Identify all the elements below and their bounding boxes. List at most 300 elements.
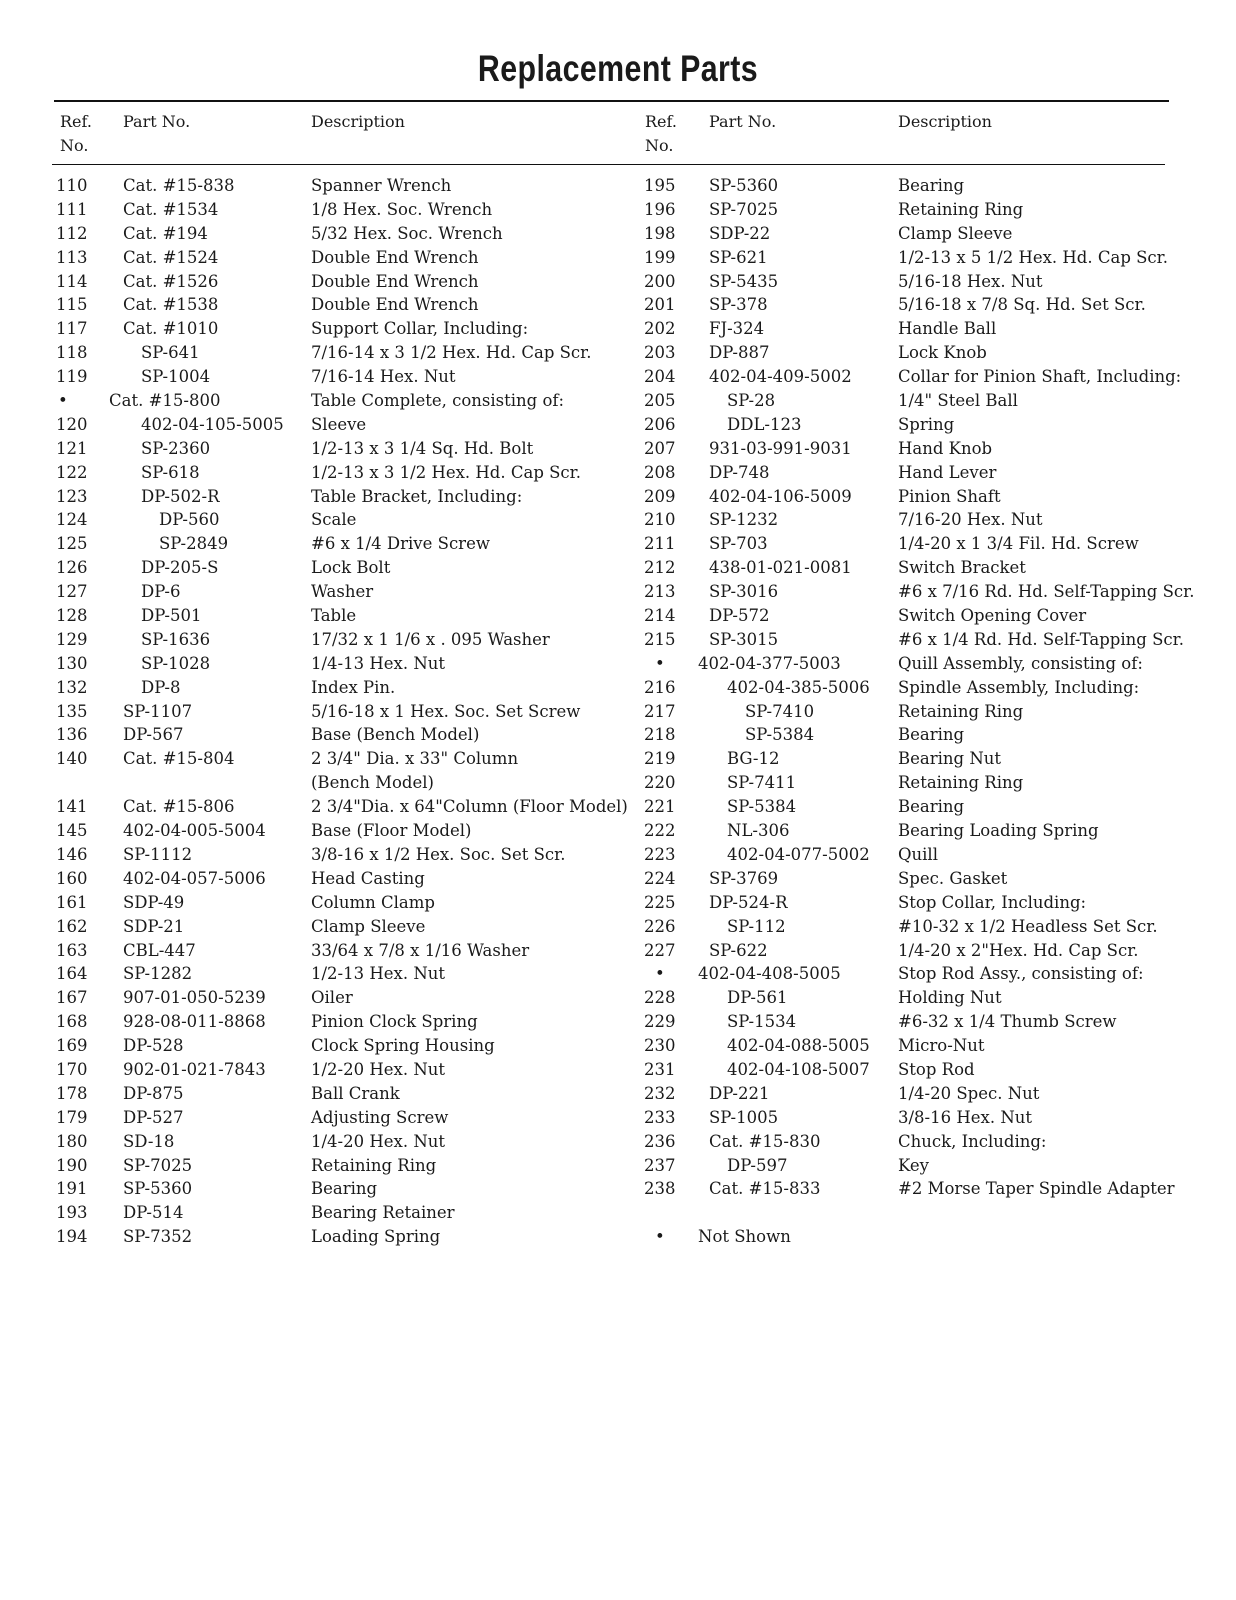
part-description: 7/16-20 Hex. Nut [898, 510, 1043, 530]
part-number: 902-01-021-7843 [123, 1059, 266, 1079]
part-number: Cat. #15-833 [709, 1179, 821, 1199]
ref-number: 219 [644, 749, 676, 769]
parts-row [644, 986, 1204, 1010]
part-description: #10-32 x 1/2 Headless Set Scr. [898, 916, 1158, 936]
ref-number: 112 [56, 223, 88, 243]
part-description: 2 3/4"Dia. x 64"Column (Floor Model) [311, 797, 628, 817]
ref-number: 200 [644, 271, 676, 291]
part-number: 402-04-409-5002 [709, 367, 852, 387]
part-number: DP-524-R [709, 892, 788, 912]
ref-number: 146 [56, 844, 88, 864]
ref-number: 123 [56, 486, 88, 506]
part-description: Collar for Pinion Shaft, Including: [898, 367, 1182, 387]
part-description: Scale [311, 510, 357, 530]
ref-number: 121 [56, 438, 88, 458]
part-description: Bearing [898, 176, 965, 195]
parts-row [56, 580, 641, 604]
parts-row [56, 365, 641, 389]
part-number: Cat. #15-838 [123, 176, 235, 195]
part-description: Sleeve [311, 414, 367, 434]
part-description: Switch Bracket [898, 558, 1026, 578]
part-description: #2 Morse Taper Spindle Adapter [898, 1179, 1175, 1199]
part-number: SP-2849 [159, 534, 229, 554]
parts-row [644, 1082, 1204, 1106]
part-number: SP-618 [141, 462, 200, 482]
part-number: SP-3015 [709, 629, 779, 649]
part-number: SP-7411 [727, 773, 797, 793]
part-description: 7/16-14 Hex. Nut [311, 367, 456, 387]
parts-row [56, 819, 641, 843]
parts-row [644, 293, 1204, 317]
part-description: Lock Knob [898, 343, 987, 363]
parts-row [644, 771, 1204, 795]
ref-number: 113 [56, 247, 88, 267]
ref-number: 202 [644, 319, 676, 339]
part-number: DP-205-S [141, 558, 219, 578]
part-description: Retaining Ring [898, 199, 1024, 219]
parts-row [644, 1106, 1204, 1130]
part-description: Spec. Gasket [898, 868, 1008, 888]
parts-row [644, 962, 1204, 986]
part-number: SP-1636 [141, 629, 211, 649]
ref-number: 206 [644, 414, 676, 434]
parts-row [644, 270, 1204, 294]
parts-row [56, 986, 641, 1010]
header-rule [52, 164, 1165, 165]
part-description: Table Complete, consisting of: [311, 391, 565, 411]
part-description: Pinion Clock Spring [311, 1012, 478, 1032]
part-description: #6-32 x 1/4 Thumb Screw [898, 1012, 1117, 1032]
parts-row [56, 461, 641, 485]
header-ref-label: Ref. [60, 112, 92, 131]
part-description: 2 3/4" Dia. x 33" Column [311, 749, 519, 769]
ref-number: 213 [644, 582, 676, 602]
part-number: Cat. #1538 [123, 295, 219, 315]
part-description: Quill Assembly, consisting of: [898, 653, 1143, 673]
part-number: 402-04-408-5005 [698, 964, 841, 984]
part-description: Stop Collar, Including: [898, 892, 1087, 912]
part-number: SP-621 [709, 247, 768, 267]
ref-number: 179 [56, 1107, 88, 1127]
parts-row [56, 1177, 641, 1201]
part-description: Index Pin. [311, 677, 396, 697]
parts-row [644, 747, 1204, 771]
ref-number: 217 [644, 701, 676, 721]
part-number: SP-622 [709, 940, 768, 960]
part-description: 1/2-13 x 3 1/2 Hex. Hd. Cap Scr. [311, 462, 581, 482]
part-number: SDP-21 [123, 916, 185, 936]
parts-row [56, 532, 641, 556]
part-number: SP-5384 [745, 725, 815, 745]
parts-row [56, 222, 641, 246]
part-number: SP-1107 [123, 701, 193, 721]
ref-number: 199 [644, 247, 676, 267]
ref-number: 221 [644, 797, 676, 817]
ref-number: 115 [56, 295, 88, 315]
parts-row [56, 1106, 641, 1130]
parts-row [644, 174, 1204, 198]
parts-row [644, 1201, 1204, 1225]
ref-number: 230 [644, 1036, 676, 1056]
part-description: (Bench Model) [311, 773, 434, 793]
part-description: Clamp Sleeve [311, 916, 426, 936]
part-number: Cat. #15-806 [123, 797, 235, 817]
parts-row [644, 700, 1204, 724]
part-description: 1/4" Steel Ball [898, 391, 1018, 411]
part-number: DP-560 [159, 510, 220, 530]
part-number: SP-28 [727, 391, 776, 411]
part-number: SP-7025 [123, 1155, 193, 1175]
part-description: 33/64 x 7/8 x 1/16 Washer [311, 940, 530, 960]
part-description: 1/2-20 Hex. Nut [311, 1059, 446, 1079]
parts-row [56, 867, 641, 891]
part-number: SP-1028 [141, 653, 211, 673]
part-number: 931-03-991-9031 [709, 438, 852, 458]
part-description: 1/4-20 Hex. Nut [311, 1131, 446, 1151]
part-description: Bearing [898, 797, 965, 817]
ref-number: 160 [56, 868, 88, 888]
part-number: DDL-123 [727, 414, 802, 434]
part-description: Key [898, 1155, 929, 1175]
ref-number: 210 [644, 510, 676, 530]
part-number: FJ-324 [709, 319, 765, 339]
parts-row [56, 1010, 641, 1034]
header-ref-label: Ref. [645, 112, 677, 131]
part-number: 402-04-088-5005 [727, 1036, 870, 1056]
ref-number: 208 [644, 462, 676, 482]
ref-number: 135 [56, 701, 88, 721]
part-number: SP-5360 [123, 1179, 193, 1199]
parts-row [644, 723, 1204, 747]
part-description: 3/8-16 x 1/2 Hex. Soc. Set Scr. [311, 844, 566, 864]
ref-number: 162 [56, 916, 88, 936]
header-part-right: Part No. [709, 112, 777, 131]
parts-row [56, 915, 641, 939]
part-number: SP-7352 [123, 1227, 193, 1247]
part-number: DP-875 [123, 1083, 184, 1103]
parts-list-right [644, 174, 1204, 1249]
ref-number: 110 [56, 176, 88, 195]
ref-number: 201 [644, 295, 676, 315]
part-description: Spring [898, 414, 955, 434]
part-number: DP-502-R [141, 486, 220, 506]
part-description: #6 x 7/16 Rd. Hd. Self-Tapping Scr. [898, 582, 1195, 602]
part-number: DP-8 [141, 677, 181, 697]
ref-number: 229 [644, 1012, 676, 1032]
ref-number: 129 [56, 629, 88, 649]
part-description: Double End Wrench [311, 271, 479, 291]
parts-row [644, 604, 1204, 628]
parts-row [56, 604, 641, 628]
parts-row [56, 939, 641, 963]
parts-row [644, 413, 1204, 437]
ref-number: 215 [644, 629, 676, 649]
parts-row [56, 723, 641, 747]
part-description: Bearing Retainer [311, 1203, 455, 1223]
header-no-label: No. [60, 136, 89, 155]
parts-row [56, 198, 641, 222]
ref-number: 225 [644, 892, 676, 912]
parts-row [56, 652, 641, 676]
ref-number: 126 [56, 558, 88, 578]
part-description: 5/32 Hex. Soc. Wrench [311, 223, 503, 243]
parts-row [644, 341, 1204, 365]
ref-number: 168 [56, 1012, 88, 1032]
parts-row [644, 1130, 1204, 1154]
part-number: SP-2360 [141, 438, 211, 458]
part-number: DP-572 [709, 606, 770, 626]
ref-number: 145 [56, 821, 88, 841]
part-description: Lock Bolt [311, 558, 391, 578]
part-number: SDP-49 [123, 892, 185, 912]
ref-number: 190 [56, 1155, 88, 1175]
part-description: Table Bracket, Including: [311, 486, 523, 506]
parts-row [56, 962, 641, 986]
parts-row [644, 1034, 1204, 1058]
header-ref-left [60, 110, 92, 158]
part-description: Ball Crank [311, 1083, 400, 1103]
part-description: Spindle Assembly, Including: [898, 677, 1140, 697]
part-description: Support Collar, Including: [311, 319, 529, 339]
part-description: 1/4-20 Spec. Nut [898, 1083, 1040, 1103]
part-description: 5/16-18 x 1 Hex. Soc. Set Screw [311, 701, 581, 721]
part-number: SP-5360 [709, 176, 779, 195]
ref-number: 209 [644, 486, 676, 506]
part-description: Stop Rod Assy., consisting of: [898, 964, 1144, 984]
part-description: Bearing Loading Spring [898, 821, 1099, 841]
part-number: SP-112 [727, 916, 786, 936]
part-description: #6 x 1/4 Rd. Hd. Self-Tapping Scr. [898, 629, 1184, 649]
part-description: Handle Ball [898, 319, 997, 339]
parts-row [644, 652, 1204, 676]
ref-number: 227 [644, 940, 676, 960]
ref-number: 180 [56, 1131, 88, 1151]
parts-row [644, 556, 1204, 580]
part-number: SP-1005 [709, 1107, 779, 1127]
parts-row [56, 1058, 641, 1082]
ref-number: 120 [56, 414, 88, 434]
ref-number: 124 [56, 510, 88, 530]
ref-number: 222 [644, 821, 676, 841]
part-description: #6 x 1/4 Drive Screw [311, 534, 490, 554]
header-part-left: Part No. [123, 112, 191, 131]
part-description: Adjusting Screw [311, 1107, 449, 1127]
parts-row [56, 700, 641, 724]
ref-number: 214 [644, 606, 676, 626]
part-description: Double End Wrench [311, 295, 479, 315]
ref-number: 132 [56, 677, 88, 697]
ref-number: 141 [56, 797, 88, 817]
parts-row [56, 676, 641, 700]
ref-number: 212 [644, 558, 676, 578]
parts-row [644, 532, 1204, 556]
parts-row [644, 819, 1204, 843]
ref-number: 236 [644, 1131, 676, 1151]
part-description: 5/16-18 x 7/8 Sq. Hd. Set Scr. [898, 295, 1146, 315]
parts-row [56, 556, 641, 580]
part-number: SP-1282 [123, 964, 193, 984]
parts-row [644, 437, 1204, 461]
part-number: Not Shown [698, 1227, 791, 1247]
ref-number: 167 [56, 988, 88, 1008]
parts-row [644, 485, 1204, 509]
part-description: Table [311, 606, 357, 626]
ref-number: 238 [644, 1179, 676, 1199]
part-number: SP-703 [709, 534, 768, 554]
parts-row [644, 389, 1204, 413]
parts-row [644, 628, 1204, 652]
part-number: 907-01-050-5239 [123, 988, 266, 1008]
ref-number: 237 [644, 1155, 676, 1175]
ref-number: 191 [56, 1179, 88, 1199]
part-description: 7/16-14 x 3 1/2 Hex. Hd. Cap Scr. [311, 343, 592, 363]
ref-number: • [655, 653, 665, 673]
parts-row [56, 795, 641, 819]
parts-row [644, 580, 1204, 604]
part-number: 438-01-021-0081 [709, 558, 852, 578]
parts-row [56, 437, 641, 461]
part-number: DP-6 [141, 582, 181, 602]
part-number: 402-04-377-5003 [698, 653, 841, 673]
parts-row [644, 867, 1204, 891]
part-number: Cat. #1524 [123, 247, 219, 267]
ref-number: 216 [644, 677, 676, 697]
part-number: CBL-447 [123, 940, 196, 960]
part-description: Hand Knob [898, 438, 993, 458]
part-number: 402-04-105-5005 [141, 414, 284, 434]
ref-number: 195 [644, 176, 676, 195]
parts-row [56, 628, 641, 652]
part-number: DP-887 [709, 343, 770, 363]
ref-number: 161 [56, 892, 88, 912]
part-number: SP-1232 [709, 510, 779, 530]
part-description: Retaining Ring [311, 1155, 437, 1175]
part-description: Loading Spring [311, 1227, 441, 1247]
part-description: 1/2-13 Hex. Nut [311, 964, 446, 984]
part-description: Chuck, Including: [898, 1131, 1047, 1151]
parts-row [644, 1058, 1204, 1082]
parts-row [56, 389, 641, 413]
ref-number: 205 [644, 391, 676, 411]
part-description: Holding Nut [898, 988, 1002, 1008]
parts-row [56, 174, 641, 198]
part-number: Cat. #15-804 [123, 749, 235, 769]
ref-number: • [655, 1227, 665, 1247]
ref-number: 232 [644, 1083, 676, 1103]
ref-number: 211 [644, 534, 676, 554]
part-number: SP-378 [709, 295, 768, 315]
part-description: 17/32 x 1 1/6 x . 095 Washer [311, 629, 550, 649]
parts-row [56, 293, 641, 317]
part-description: Base (Bench Model) [311, 725, 480, 745]
parts-row [644, 461, 1204, 485]
parts-row [56, 341, 641, 365]
ref-number: 128 [56, 606, 88, 626]
part-number: DP-501 [141, 606, 202, 626]
ref-number: • [58, 391, 68, 411]
parts-row [644, 939, 1204, 963]
part-number: SP-1004 [141, 367, 211, 387]
ref-number: 193 [56, 1203, 88, 1223]
part-description: 1/2-13 x 5 1/2 Hex. Hd. Cap Scr. [898, 247, 1168, 267]
part-description: Retaining Ring [898, 773, 1024, 793]
parts-row [56, 1082, 641, 1106]
part-number: DP-514 [123, 1203, 184, 1223]
part-description: Column Clamp [311, 892, 435, 912]
parts-row [56, 1034, 641, 1058]
ref-number: 119 [56, 367, 88, 387]
ref-number: 207 [644, 438, 676, 458]
part-description: Pinion Shaft [898, 486, 1001, 506]
part-number: DP-527 [123, 1107, 184, 1127]
part-description: 1/2-13 x 3 1/4 Sq. Hd. Bolt [311, 438, 534, 458]
parts-row [56, 270, 641, 294]
ref-number: 224 [644, 868, 676, 888]
ref-number: 194 [56, 1227, 88, 1247]
part-number: Cat. #1534 [123, 199, 219, 219]
part-number: Cat. #1010 [123, 319, 219, 339]
ref-number: 114 [56, 271, 88, 291]
parts-row [56, 1225, 641, 1249]
ref-number: 118 [56, 343, 88, 363]
part-number: DP-748 [709, 462, 770, 482]
ref-number: 226 [644, 916, 676, 936]
part-number: DP-567 [123, 725, 184, 745]
ref-number: 117 [56, 319, 88, 339]
part-number: 402-04-385-5006 [727, 677, 870, 697]
part-description: Clamp Sleeve [898, 223, 1013, 243]
parts-row [644, 1225, 1204, 1249]
parts-row [56, 485, 641, 509]
ref-number: 196 [644, 199, 676, 219]
ref-number: 220 [644, 773, 676, 793]
part-number: SDP-22 [709, 223, 771, 243]
ref-number: 170 [56, 1059, 88, 1079]
parts-row [56, 317, 641, 341]
part-number: SP-7025 [709, 199, 779, 219]
part-number: SP-1112 [123, 844, 193, 864]
part-description: 1/8 Hex. Soc. Wrench [311, 199, 493, 219]
part-description: Oiler [311, 988, 353, 1008]
part-description: Switch Opening Cover [898, 606, 1087, 626]
ref-number: 125 [56, 534, 88, 554]
ref-number: 164 [56, 964, 88, 984]
ref-number: 204 [644, 367, 676, 387]
ref-number: 130 [56, 653, 88, 673]
parts-row [56, 843, 641, 867]
parts-row [56, 1201, 641, 1225]
part-number: SP-5384 [727, 797, 797, 817]
part-description: Bearing Nut [898, 749, 1002, 769]
parts-row [644, 676, 1204, 700]
part-number: 402-04-106-5009 [709, 486, 852, 506]
parts-row [56, 1154, 641, 1178]
page-title: Replacement Parts [477, 48, 759, 89]
part-description: Head Casting [311, 868, 425, 888]
part-description: 5/16-18 Hex. Nut [898, 271, 1043, 291]
part-number: 402-04-005-5004 [123, 821, 266, 841]
parts-row [56, 246, 641, 270]
part-description: 1/4-20 x 2"Hex. Hd. Cap Scr. [898, 940, 1139, 960]
part-description: Retaining Ring [898, 701, 1024, 721]
parts-row [644, 317, 1204, 341]
part-number: Cat. #1526 [123, 271, 219, 291]
ref-number: 140 [56, 749, 88, 769]
ref-number: • [655, 964, 665, 984]
part-number: SP-1534 [727, 1012, 797, 1032]
part-description: Washer [311, 582, 374, 602]
part-number: BG-12 [727, 749, 780, 769]
